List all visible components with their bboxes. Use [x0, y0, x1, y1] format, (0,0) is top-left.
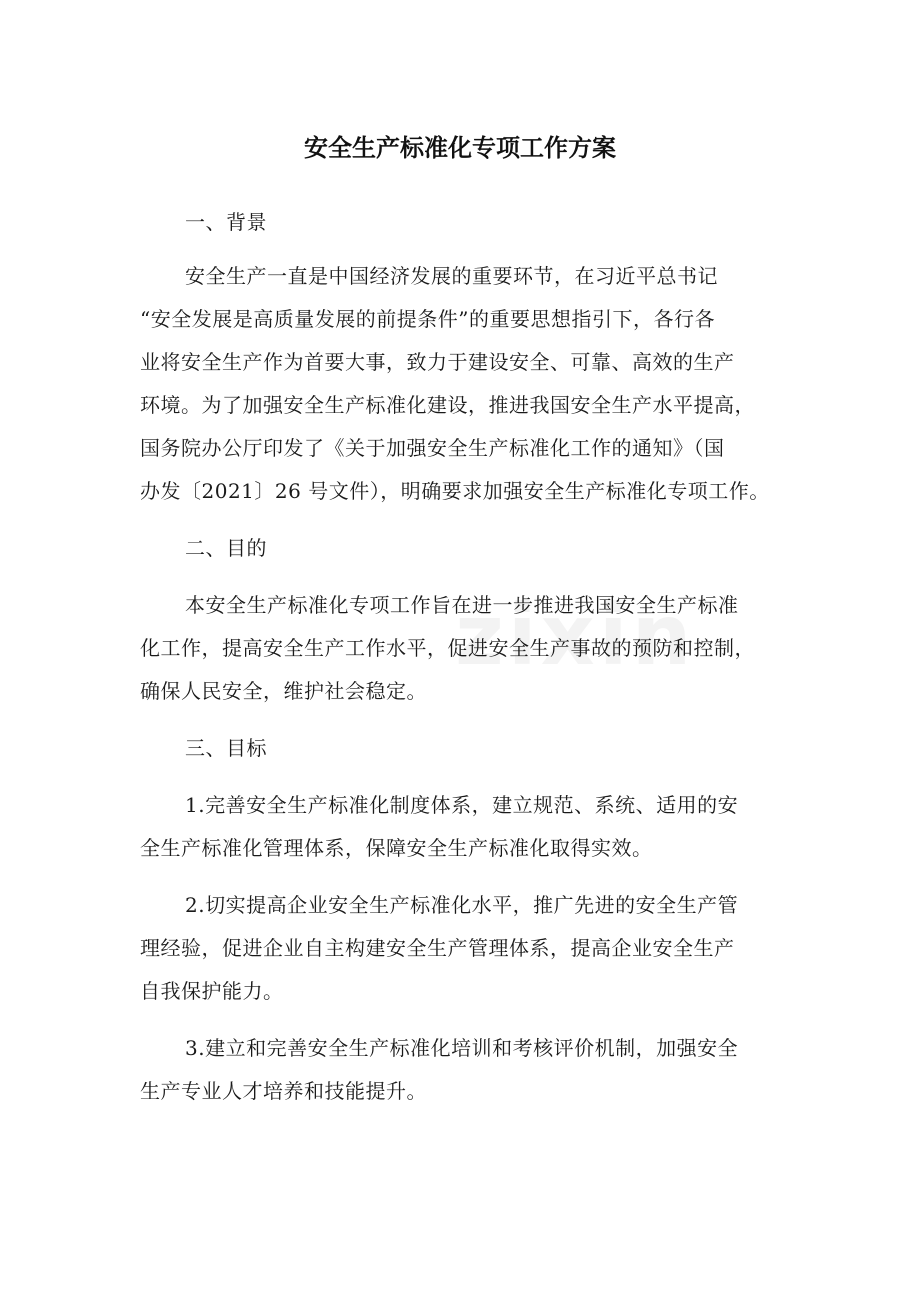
paragraph-line: 环境。为了加强安全生产标准化建设，推进我国安全生产水平提高，: [140, 393, 755, 417]
watermark: [455, 590, 695, 680]
list-item-line: 理经验，促进企业自主构建安全生产管理体系，提高企业安全生产: [140, 936, 735, 960]
list-item-line: 1.完善安全生产标准化制度体系，建立规范、系统、适用的安: [185, 793, 739, 817]
paragraph-line: 本安全生产标准化专项工作旨在进一步推进我国安全生产标准: [185, 593, 739, 617]
section-heading-purpose: 二、目的: [185, 536, 267, 560]
document-title: 安全生产标准化专项工作方案: [304, 134, 616, 162]
paragraph-line: 业将安全生产作为首要大事，致力于建设安全、可靠、高效的生产: [140, 350, 735, 374]
list-item-line: 自我保护能力。: [140, 979, 284, 1003]
paragraph-line: 国务院办公厅印发了《关于加强安全生产标准化工作的通知》（国: [140, 436, 725, 460]
paragraph-line: 化工作，提高安全生产工作水平，促进安全生产事故的预防和控制，: [140, 636, 755, 660]
paragraph-line: “安全发展是高质量发展的前提条件”的重要思想指引下，各行各: [140, 307, 715, 331]
list-item-line: 2.切实提高企业安全生产标准化水平，推广先进的安全生产管: [185, 893, 739, 917]
paragraph-line: 办发〔2021〕26 号文件），明确要求加强安全生产标准化专项工作。: [140, 479, 770, 503]
list-item-line: 3.建立和完善安全生产标准化培训和考核评价机制，加强安全: [185, 1036, 739, 1060]
list-item-line: 全生产标准化管理体系，保障安全生产标准化取得实效。: [140, 836, 653, 860]
section-heading-goals: 三、目标: [185, 736, 267, 760]
section-heading-background: 一、背景: [185, 210, 267, 234]
paragraph-line: 确保人民安全，维护社会稳定。: [140, 679, 427, 703]
list-item-line: 生产专业人才培养和技能提升。: [140, 1079, 427, 1103]
paragraph-line: 安全生产一直是中国经济发展的重要环节，在习近平总书记: [185, 264, 718, 288]
